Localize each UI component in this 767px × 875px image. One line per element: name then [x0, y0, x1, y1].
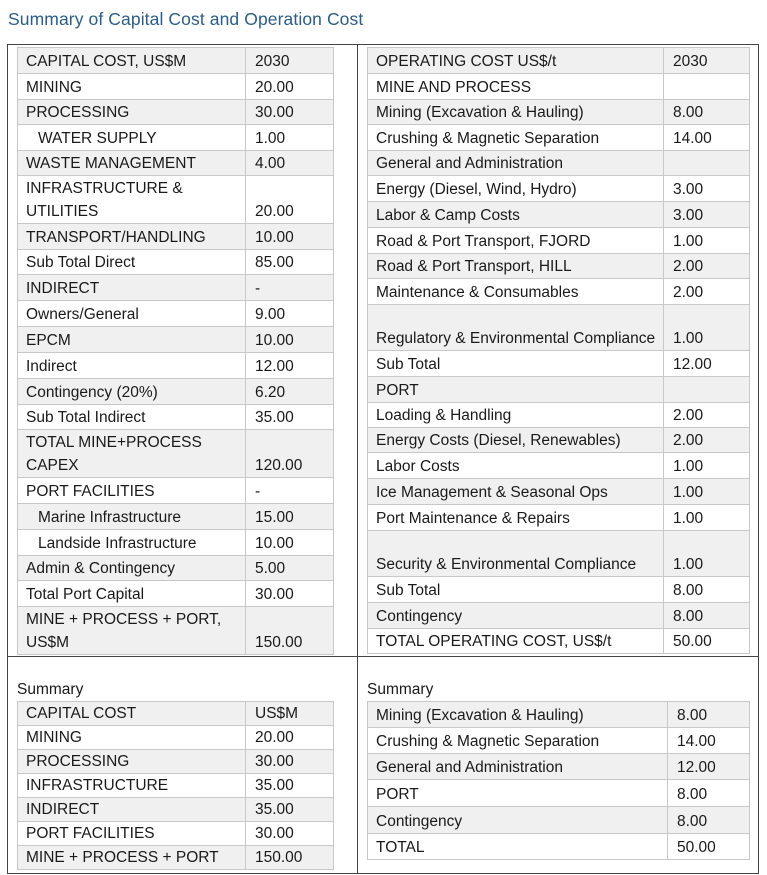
row-value: 2.00 — [664, 403, 750, 428]
row-value: 2.00 — [664, 254, 750, 279]
row-label: Road & Port Transport, HILL — [368, 254, 664, 279]
row-value: 10.00 — [246, 530, 334, 556]
table-row — [18, 250, 334, 275]
table-row — [18, 478, 334, 504]
table-row — [18, 430, 334, 478]
table-row — [18, 556, 334, 581]
table-row — [18, 846, 334, 870]
row-value: 14.00 — [664, 125, 750, 151]
row-label: EPCM — [18, 327, 246, 353]
table-row — [368, 629, 750, 654]
row-value: 1.00 — [246, 125, 334, 151]
row-value: - — [246, 478, 334, 504]
table-row — [368, 754, 750, 780]
row-label: PORT — [368, 780, 668, 807]
row-label: Sub Total Indirect — [18, 405, 246, 430]
operating-cost-table — [367, 47, 750, 654]
table-row — [18, 379, 334, 405]
table-row — [18, 125, 334, 151]
row-label: MINING — [18, 74, 246, 100]
row-value: 1.00 — [664, 479, 750, 505]
row-value: 9.00 — [246, 301, 334, 327]
row-value: 8.00 — [668, 702, 750, 728]
row-label: Contingency (20%) — [18, 379, 246, 405]
row-value: 150.00 — [246, 846, 334, 870]
row-value: 14.00 — [668, 728, 750, 754]
table-row — [368, 780, 750, 807]
table-row — [368, 74, 750, 100]
row-value: - — [246, 275, 334, 301]
row-label: Road & Port Transport, FJORD — [368, 228, 664, 254]
row-label: TOTAL MINE+PROCESS CAPEX — [18, 430, 246, 478]
row-value: 8.00 — [664, 603, 750, 629]
table-row — [368, 351, 750, 377]
row-label: WATER SUPPLY — [18, 125, 246, 151]
table-header-row — [18, 48, 334, 74]
row-label: Energy (Diesel, Wind, Hydro) — [368, 176, 664, 202]
header-value: 2030 — [664, 48, 750, 74]
table-row — [368, 702, 750, 728]
capital-summary-label: Summary — [17, 681, 84, 698]
table-row — [18, 530, 334, 556]
vertical-divider — [357, 44, 358, 874]
row-value — [664, 377, 750, 403]
row-value: 5.00 — [246, 556, 334, 581]
row-value: 35.00 — [246, 798, 334, 822]
row-label: Energy Costs (Diesel, Renewables) — [368, 428, 664, 453]
row-label: Crushing & Magnetic Separation — [368, 728, 668, 754]
row-label: Sub Total — [368, 351, 664, 377]
table-row — [368, 453, 750, 479]
table-row — [18, 151, 334, 176]
row-label: Sub Total Direct — [18, 250, 246, 275]
row-value: 10.00 — [246, 224, 334, 250]
row-value: 2.00 — [664, 428, 750, 453]
table-row — [18, 176, 334, 224]
row-label: Owners/General — [18, 301, 246, 327]
table-row — [18, 774, 334, 798]
table-row — [18, 607, 334, 655]
table-row — [368, 151, 750, 176]
table-row — [18, 275, 334, 301]
row-label: Marine Infrastructure — [18, 504, 246, 530]
row-label: Labor Costs — [368, 453, 664, 479]
row-label: Ice Management & Seasonal Ops — [368, 479, 664, 505]
row-value: 2.00 — [664, 279, 750, 305]
row-label: PORT FACILITIES — [18, 822, 246, 846]
table-row — [368, 403, 750, 428]
row-value: 8.00 — [668, 807, 750, 834]
row-value: 120.00 — [246, 430, 334, 478]
row-value: 6.20 — [246, 379, 334, 405]
row-label: PORT FACILITIES — [18, 478, 246, 504]
table-row — [368, 228, 750, 254]
row-label: Mining (Excavation & Hauling) — [368, 100, 664, 125]
operating-summary-label: Summary — [367, 681, 434, 698]
row-label: General and Administration — [368, 151, 664, 176]
row-value: 35.00 — [246, 774, 334, 798]
table-row — [368, 377, 750, 403]
table-header-row — [18, 702, 334, 726]
row-label: PROCESSING — [18, 750, 246, 774]
table-header-row — [368, 48, 750, 74]
table-row — [18, 798, 334, 822]
table-row — [368, 603, 750, 629]
capital-summary-table — [17, 701, 334, 870]
table-row — [18, 581, 334, 607]
row-value — [664, 151, 750, 176]
row-label: Port Maintenance & Repairs — [368, 505, 664, 531]
row-label: WASTE MANAGEMENT — [18, 151, 246, 176]
table-row — [18, 224, 334, 250]
table-row — [368, 807, 750, 834]
row-value: 20.00 — [246, 726, 334, 750]
row-label: Contingency — [368, 807, 668, 834]
row-label: Indirect — [18, 353, 246, 379]
row-label: Security & Environmental Compliance — [368, 531, 664, 577]
row-value: 4.00 — [246, 151, 334, 176]
row-value: 10.00 — [246, 327, 334, 353]
row-value: 20.00 — [246, 176, 334, 224]
page-title: Summary of Capital Cost and Operation Cost — [8, 9, 364, 29]
row-value: 8.00 — [668, 780, 750, 807]
row-label: Crushing & Magnetic Separation — [368, 125, 664, 151]
row-value: 3.00 — [664, 202, 750, 228]
row-value: 30.00 — [246, 100, 334, 125]
row-value: 20.00 — [246, 74, 334, 100]
row-label: Regulatory & Environmental Compliance — [368, 305, 664, 351]
table-row — [368, 834, 750, 860]
table-row — [368, 202, 750, 228]
row-value: 1.00 — [664, 228, 750, 254]
row-value: 12.00 — [664, 351, 750, 377]
row-label: Sub Total — [368, 577, 664, 603]
row-value — [664, 74, 750, 100]
row-value: 8.00 — [664, 577, 750, 603]
row-label: Admin & Contingency — [18, 556, 246, 581]
row-label: MINE + PROCESS + PORT — [18, 846, 246, 870]
row-value: 85.00 — [246, 250, 334, 275]
row-value: 30.00 — [246, 750, 334, 774]
row-label: INFRASTRUCTURE — [18, 774, 246, 798]
table-row — [368, 479, 750, 505]
table-row — [368, 254, 750, 279]
row-label: PROCESSING — [18, 100, 246, 125]
row-label: Total Port Capital — [18, 581, 246, 607]
row-value: 3.00 — [664, 176, 750, 202]
header-label: OPERATING COST US$/t — [368, 48, 664, 74]
row-value: 1.00 — [664, 531, 750, 577]
table-row — [18, 405, 334, 430]
row-label: Landside Infrastructure — [18, 530, 246, 556]
table-row — [368, 728, 750, 754]
table-row — [368, 125, 750, 151]
row-value: 8.00 — [664, 100, 750, 125]
table-row — [368, 279, 750, 305]
table-row — [368, 428, 750, 453]
row-label: INDIRECT — [18, 275, 246, 301]
row-value: 15.00 — [246, 504, 334, 530]
row-label: Loading & Handling — [368, 403, 664, 428]
table-row — [18, 74, 334, 100]
table-row — [18, 750, 334, 774]
row-label: MINE AND PROCESS — [368, 74, 664, 100]
table-row — [368, 505, 750, 531]
row-value: 150.00 — [246, 607, 334, 655]
row-label: INFRASTRUCTURE & UTILITIES — [18, 176, 246, 224]
operating-summary-table — [367, 701, 750, 860]
table-row — [368, 176, 750, 202]
row-value: 1.00 — [664, 305, 750, 351]
table-row — [18, 100, 334, 125]
row-label: MINING — [18, 726, 246, 750]
row-label: INDIRECT — [18, 798, 246, 822]
row-label: General and Administration — [368, 754, 668, 780]
row-label: PORT — [368, 377, 664, 403]
row-value: 50.00 — [668, 834, 750, 860]
table-row — [18, 504, 334, 530]
row-label: TOTAL OPERATING COST, US$/t — [368, 629, 664, 654]
table-row — [18, 353, 334, 379]
row-value: 50.00 — [664, 629, 750, 654]
header-label: CAPITAL COST, US$M — [18, 48, 246, 74]
row-label: MINE + PROCESS + PORT, US$M — [18, 607, 246, 655]
row-value: 1.00 — [664, 453, 750, 479]
row-value: 35.00 — [246, 405, 334, 430]
row-label: Maintenance & Consumables — [368, 279, 664, 305]
row-label: Mining (Excavation & Hauling) — [368, 702, 668, 728]
header-label: CAPITAL COST — [18, 702, 246, 726]
row-label: TRANSPORT/HANDLING — [18, 224, 246, 250]
table-row — [18, 327, 334, 353]
horizontal-divider — [7, 656, 759, 657]
table-row — [368, 305, 750, 351]
table-row — [368, 577, 750, 603]
table-row — [18, 822, 334, 846]
header-value: 2030 — [246, 48, 334, 74]
row-label: Contingency — [368, 603, 664, 629]
table-row — [18, 301, 334, 327]
table-row — [18, 726, 334, 750]
row-label: Labor & Camp Costs — [368, 202, 664, 228]
table-row — [368, 100, 750, 125]
row-value: 12.00 — [246, 353, 334, 379]
row-value: 12.00 — [668, 754, 750, 780]
row-value: 1.00 — [664, 505, 750, 531]
capital-cost-table — [17, 47, 334, 655]
row-value: 30.00 — [246, 581, 334, 607]
row-value: 30.00 — [246, 822, 334, 846]
header-value: US$M — [246, 702, 334, 726]
row-label: TOTAL — [368, 834, 668, 860]
table-row — [368, 531, 750, 577]
